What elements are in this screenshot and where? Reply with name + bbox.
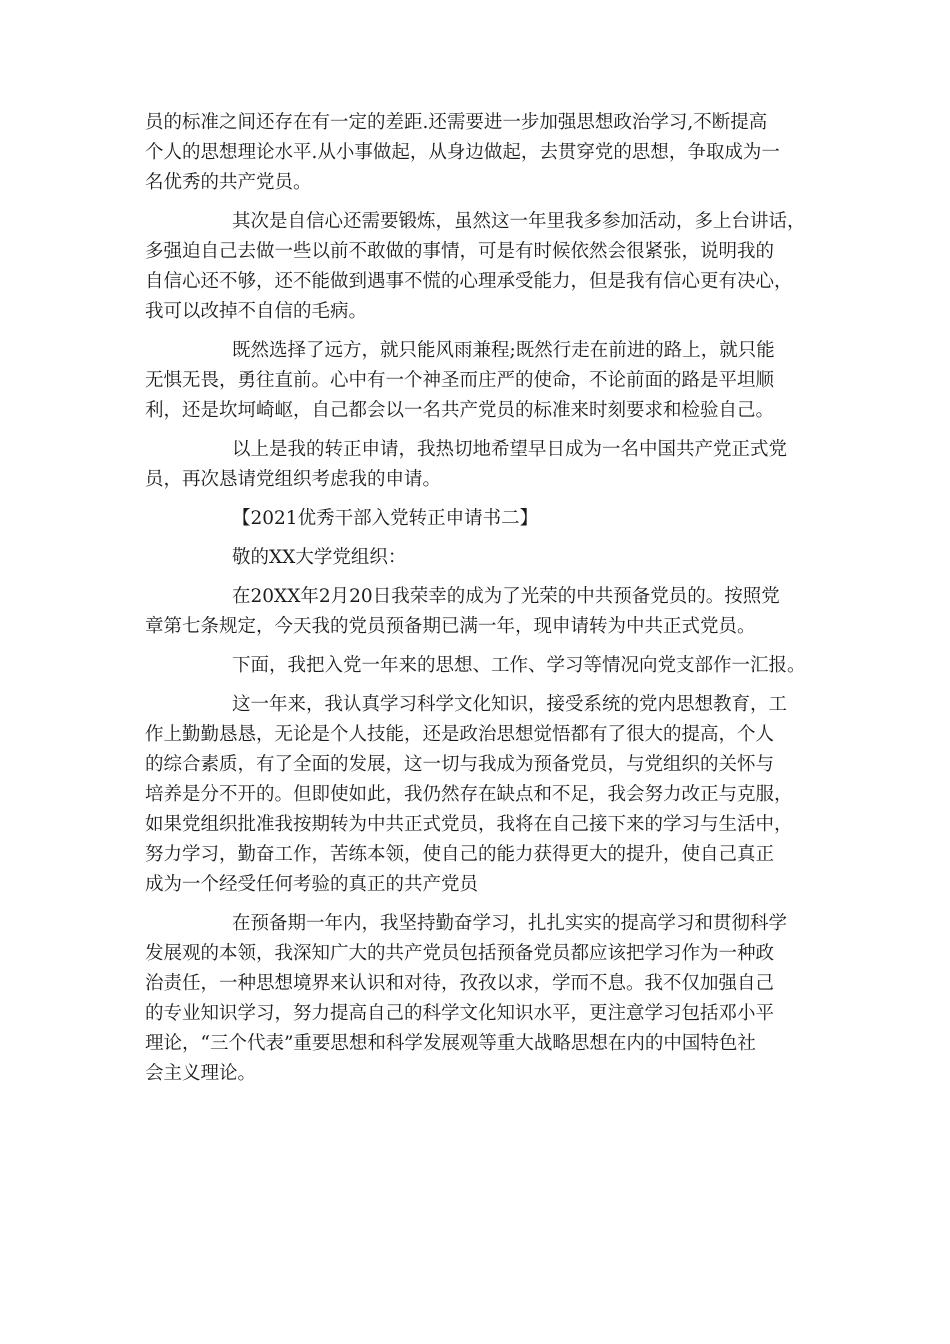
paragraph [145,108,810,198]
text-line: 无惧无畏，勇往直前。心中有一个神圣而庄严的使命，不论前面的路是平坦顺 [145,370,775,391]
text-line: 这一年来，我认真学习科学文化知识，接受系统的党内思想教育，工 [232,694,788,715]
text-line: 发展观的本领，我深知广大的共产党员包括预备党员都应该把学习作为一种政 [145,943,775,964]
text-line: 以上是我的转正申请，我热切地希望早日成为一名中国共产党正式党 [232,439,788,460]
paragraph [145,207,810,327]
text-line: 在20XX年2月20日我荣幸的成为了光荣的中共预备党员的。按照党 [232,586,780,607]
text-line: 章第七条规定，今天我的党员预备期已满一年，现申请转为中共正式党员。 [145,616,756,637]
text-line: 其次是自信心还需要锻炼，虽然这一年里我多参加活动，多上台讲话， [232,211,806,232]
text-line: 理论，“三个代表”重要思想和科学发展观等重大战略思想在内的中国特色社 [145,1033,756,1054]
paragraph [145,909,810,1089]
text-line: 个人的思想理论水平.从小事做起，从身边做起，去贯穿党的思想，争取成为一 [145,142,780,163]
text-line: 会主义理论。 [145,1063,257,1084]
paragraph [145,582,810,642]
text-line: 作上勤勤恳恳，无论是个人技能，还是政治思想觉悟都有了很大的提高，个人 [145,724,775,745]
text-line: 名优秀的共产党员。 [145,172,312,193]
text-line: 培养是分不开的。但即使如此，我仍然存在缺点和不足，我会努力改正与克服， [145,784,793,805]
text-line: 在预备期一年内，我坚持勤奋学习，扎扎实实的提高学习和贯彻科学 [232,913,788,934]
paragraph [145,651,810,681]
paragraph [145,504,810,534]
text-line: 治责任，一种思想境界来认识和对待，孜孜以求，学而不息。我不仅加强自己 [145,973,775,994]
text-line: 员的标准之间还存在有一定的差距.还需要进一步加强思想政治学习,不断提高 [145,112,768,133]
paragraph [145,543,810,573]
text-line: 下面，我把入党一年来的思想、工作、学习等情况向党支部作一汇报。 [232,655,806,676]
text-line: 多强迫自己去做一些以前不敢做的事情，可是有时候依然会很紧张，说明我的 [145,241,775,262]
text-line: 利，还是坎坷崎岖，自己都会以一名共产党员的标准来时刻要求和检验自己。 [145,400,775,421]
text-line: 自信心还不够，还不能做到遇事不慌的心理承受能力，但是我有信心更有决心， [145,271,793,292]
paragraph [145,690,810,900]
paragraph [145,336,810,426]
text-line: 如果党组织批准我按期转为中共正式党员，我将在自己接下来的学习与生活中， [145,814,793,835]
text-line: 既然选择了远方，就只能风雨兼程;既然行走在前进的路上，就只能 [232,340,775,361]
text-line: 敬的XX大学党组织： [232,547,407,568]
text-line: 成为一个经受任何考验的真正的共产党员 [145,874,479,895]
text-line: 员，再次恳请党组织考虑我的申请。 [145,469,442,490]
paragraph [145,435,810,495]
text-line: 【2021优秀干部入党转正申请书二】 [232,508,539,529]
text-line: 我可以改掉不自信的毛病。 [145,301,368,322]
text-line: 努力学习，勤奋工作，苦练本领，使自己的能力获得更大的提升，使自己真正 [145,844,775,865]
text-line: 的综合素质，有了全面的发展，这一切与我成为预备党员，与党组织的关怀与 [145,754,775,775]
document-body [145,108,810,1098]
text-line: 的专业知识学习，努力提高自己的科学文化知识水平，更注意学习包括邓小平 [145,1003,775,1024]
